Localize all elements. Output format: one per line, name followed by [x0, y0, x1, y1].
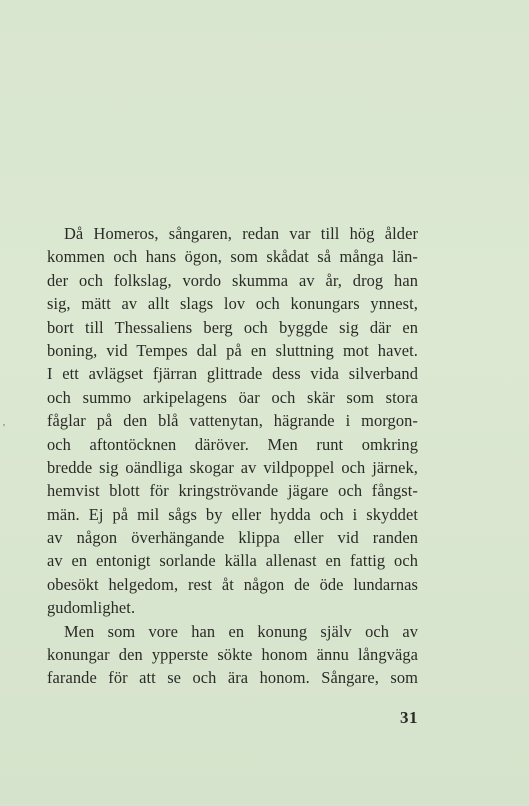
- text-line: gudomlighet.: [47, 598, 136, 618]
- text-line: och summo arkipelagens öar och skär som stora: [47, 387, 418, 407]
- page-number: 31: [400, 708, 418, 727]
- text-line: boning, vid Tempes dal på en sluttning mot havet.: [47, 340, 418, 360]
- text-line: konungar den ypperste sökte honom ännu långväga: [47, 645, 418, 665]
- text-line: män. Ej på mil sågs by eller hydda och i skyddet: [47, 504, 418, 524]
- text-line: I ett avlägset fjärran glittrade dess vida silverband: [47, 364, 418, 384]
- text-line: bredde sig oändliga skogar av vildpoppel och järnek,: [47, 457, 418, 477]
- text-line: obesökt helgedom, rest åt någon de öde lundarnas: [47, 574, 418, 594]
- text-line: farande för att se och ära honom. Sångare, som: [47, 668, 418, 688]
- text-line: kommen och hans ögon, som skådat så många län-: [47, 247, 418, 267]
- margin-mark: ': [3, 422, 5, 434]
- text-line: sig, mätt av allt slags lov och konungars ynnest,: [47, 294, 418, 314]
- text-line: fåglar på den blå vattenytan, hägrande i morgon-: [47, 411, 418, 431]
- body-text: [47, 222, 418, 690]
- text-line: av någon överhängande klippa eller vid randen: [47, 528, 418, 548]
- text-line: bort till Thessaliens berg och byggde sig där en: [47, 317, 418, 337]
- text-line: hemvist blott för kringströvande jägare och fångst-: [47, 481, 418, 501]
- text-line: av en entonigt sorlande källa allenast en fattig och: [47, 551, 418, 571]
- text-line: Men som vore han en konung själv och av: [64, 621, 418, 641]
- text-line: och aftontöcknen däröver. Men runt omkring: [47, 434, 418, 454]
- text-line: Då Homeros, sångaren, redan var till hög ålder: [64, 224, 418, 243]
- text-line: der och folkslag, vordo skumma av år, drog han: [47, 270, 418, 290]
